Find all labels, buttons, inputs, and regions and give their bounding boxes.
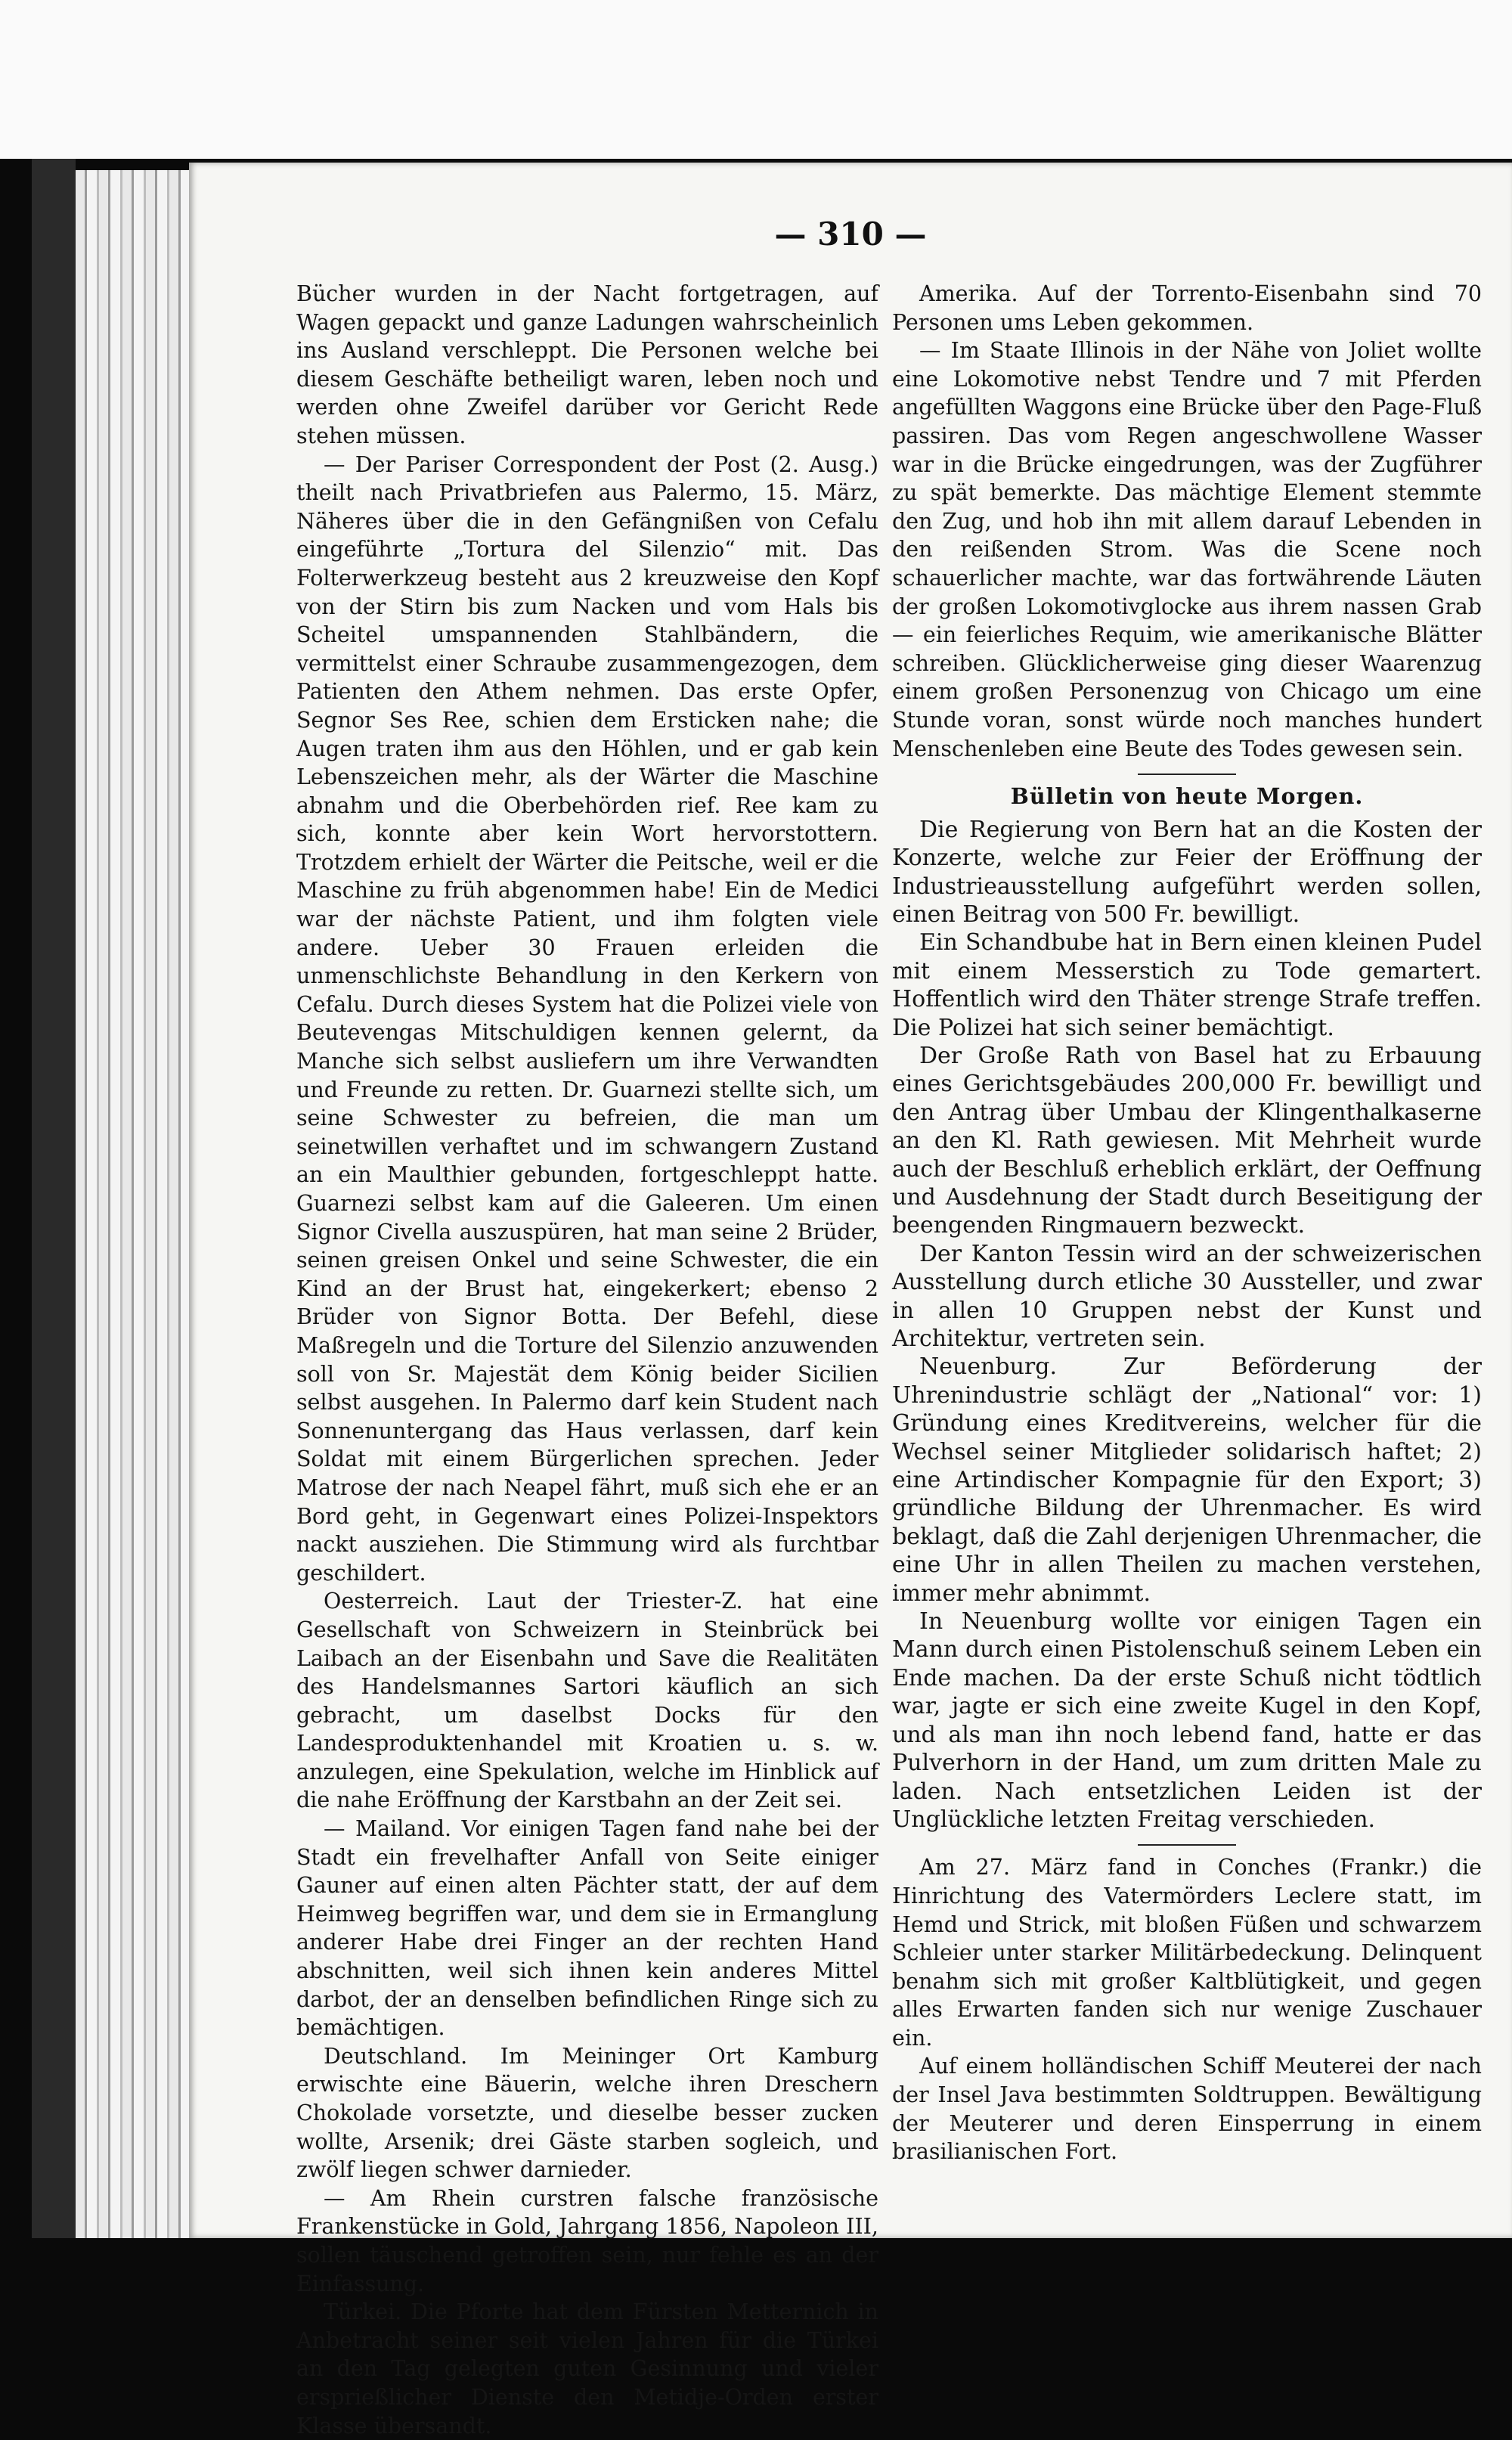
right-column [892,280,1482,2166]
scan-margin-top [0,0,1512,159]
bulletin-item: Der Kanton Tessin wird an der schweizerischen Ausstellung durch etliche 30 Aussteller, und zwar in allen 10 Gruppen nebst der Kunst und Architektur, vertreten sein. [892,1240,1482,1352]
section-separator [1138,774,1236,775]
article-amerika: Amerika. Auf der Torrento-Eisenbahn sind 70 Personen ums Leben gekommen. [892,281,1482,335]
article-paragraph: — Der Pariser Correspondent der Post (2. Ausg.) theilt nach Privatbriefen aus Palermo, 15. März, Näheres über die in den Gefängnißen von Cefalu eingeführte „Tortura del Silenzio“ mit. Das Folterwerkzeug besteht aus 2 kreuzweise den Kopf von der Stirn bis zum Nacken und vom Hals bis Scheitel umspannenden Stahlbändern, die vermittelst einer Schraube zusammengezogen, dem Patienten den Athem nehmen. Das erste Opfer, Segnor Ses Ree, schien dem Ersticken nahe; die Augen traten ihm aus den Höhlen, und er gab kein Lebenszeichen mehr, als der Wärter die Maschine abnahm und die Oberbehörden rief. Ree kam zu sich, konnte aber kein Wort hervorstottern. Trotzdem erhielt der Wärter die Peitsche, weil er die Maschine zu früh abgenommen habe! Ein de Medici war der nächste Patient, und ihm folgten viele andere. Ueber 30 Frauen erleiden die unmenschlichste Behandlung in den Kerkern von Cefalu. Durch dieses System hat die Polizei viele von Beutevengas Mitschuldigen kennen gelernt, da Manche sich selbst ausliefern um ihre Verwandten und Freunde zu retten. Dr. Guarnezi stellte sich, um seine Schwester zu befreien, die man um seinetwillen verhaftet und im schwangern Zustand an ein Maulthier gebunden, fortgeschleppt hatte. Guarnezi selbst kam auf die Galeeren. Um einen Signor Civella auszuspüren, hat man seine 2 Brüder, seinen greisen Onkel und seine Schwester, die ein Kind an der Brust hat, eingekerkert; ebenso 2 Brüder von Signor Botta. Der Befehl, diese Maßregeln und die Torture del Silenzio anzuwenden soll von Sr. Majestät dem König beider Sicilien selbst ausgehen. In Palermo darf kein Student nach Sonnenuntergang das Haus verlassen, darf kein Soldat mit einem Bürgerlichen sprechen. Jeder Matrose der nach Neapel fährt, muß sich ehe er an Bord geht, in Gegenwart eines Polizei-Inspektors nackt ausziehen. Die Stimmung wird als furchtbar geschildert. [296,451,878,1586]
bulletin-item: Ein Schandbube hat in Bern einen kleinen Pudel mit einem Messerstich zu Tode gemartert. Hoffentlich wird den Thäter strenge Strafe treffen. Die Polizei hat sich seiner bemächtigt. [892,929,1482,1041]
article-mailand: — Mailand. Vor einigen Tagen fand nahe bei der Stadt ein frevelhafter Anfall von Seite einiger Gauner auf einen alten Pächter statt, der auf dem Heimweg begriffen war, und dem sie in Ermanglung anderer Habe drei Finger an der rechten Hand abschnitten, weil sich ihnen kein anderes Mittel darbot, der an denselben befindlichen Ringe sich zu bemächtigen. [296,1816,878,2041]
left-column [296,280,878,2440]
bulletin-heading: Bülletin von heute Morgen. [1010,783,1364,810]
article-tuerkei: Türkei. Die Pforte hat dem Fürsten Metternich in Anbetracht seiner seit vielen Jahren für die Türkei an den Tag gelegten guten Gesinnung und vieler ersprießlicher Dienste den Metidje-Orden erster Klasse übersandt. [296,2299,878,2438]
page-number: — 310 — [774,215,927,253]
bulletin-item: Neuenburg. Zur Beförderung der Uhrenindustrie schlägt der „National“ vor: 1) Gründung eines Kreditvereins, welcher für die Wechsel seiner Mitglieder solidarisch haftet; 2) eine Artindischer Kompagnie für den Export; 3) gründliche Bildung der Uhrenmacher. Es wird beklagt, daß die Zahl derjenigen Uhrenmacher, die eine Uhr in allen Theilen zu machen verstehen, immer mehr abnimmt. [892,1353,1482,1607]
bulletin-item: Die Regierung von Bern hat an die Kosten der Konzerte, welche zur Feier der Eröffnung der Industrieausstellung aufgeführt werden sollen, einen Beitrag von 500 Fr. bewilligt. [892,816,1482,928]
page-stack-edges [76,170,189,2238]
article-java: Auf einem holländischen Schiff Meuterei der nach der Insel Java bestimmten Soldtruppen. Bewältigung der Meuterer und deren Einsperrung in einem brasilianischen Fort. [892,2054,1482,2165]
article-deutschland: Deutschland. Im Meininger Ort Kamburg erwischte eine Bäuerin, welche ihren Dreschern Chokolade vorsetzte, und dieselbe besser zucken wollte, Arsenik; drei Gäste starben sogleich, und zwölf liegen schwer darnieder. [296,2043,878,2183]
article-oesterreich: Oesterreich. Laut der Triester-Z. hat eine Gesellschaft von Schweizern in Steinbrück bei Laibach an der Eisenbahn und Save die Realitäten des Handelsmannes Sartori käuflich an sich gebracht, um daselbst Docks für den Landesproduktenhandel mit Kroatien u. s. w. anzulegen, eine Spekulation, welche im Hinblick auf die nahe Eröffnung der Karstbahn an der Zeit sei. [296,1589,878,1813]
bulletin-section [892,816,1482,1834]
section-separator [1138,1844,1236,1846]
film-edge [32,159,76,2238]
article-conches: Am 27. März fand in Conches (Frankr.) die Hinrichtung des Vatermörders Leclere statt, im Hemd und Strick, mit bloßen Füßen und schwarzem Schleier unter starker Militärbedeckung. Delinquent benahm sich mit großer Kaltblütigkeit, und gegen alles Erwarten fanden sich nur wenige Zuschauer ein. [892,1855,1482,2051]
article-rhein: — Am Rhein curstren falsche französische Frankenstücke in Gold, Jahrgang 1856, Napoleon III, sollen täuschend getroffen sein, nur fehle es an der Einfassung. [296,2185,878,2296]
newspaper-page [189,163,1512,2438]
film-border [0,159,32,2238]
article-illinois: — Im Staate Illinois in der Nähe von Joliet wollte eine Lokomotive nebst Tendre und 7 mit Pferden angefüllten Waggons eine Brücke über den Page-Fluß passiren. Das vom Regen angeschwollene Wasser war in die Brücke eingedrungen, was der Zugführer zu spät bemerkte. Das mächtige Element stemmte den Zug, und hob ihn mit allem darauf Lebenden in den reißenden Strom. Was die Scene noch schauerlicher machte, war das fortwährende Läuten der großen Lokomotivglocke aus ihrem nassen Grab — ein feierliches Requim, wie amerikanische Blätter schreiben. Glücklicherweise ging dieser Waarenzug einem großen Personenzug von Chicago um eine Stunde voran, sonst würde noch manches hundert Menschenleben eine Beute des Todes gewesen sein. [892,338,1482,761]
article-paragraph: Bücher wurden in der Nacht fortgetragen, auf Wagen gepackt und ganze Ladungen wahrscheinlich ins Ausland verschleppt. Die Personen welche bei diesem Geschäfte betheiligt waren, leben noch und werden ohne Zweifel darüber vor Gericht Rede stehen müssen. [296,281,878,448]
bulletin-item: Der Große Rath von Basel hat zu Erbauung eines Gerichtsgebäudes 200,000 Fr. bewilligt und den Antrag über Umbau der Klingenthalkaserne an den Kl. Rath gewiesen. Mit Mehrheit wurde auch der Beschluß erheblich erklärt, der Oeffnung und Ausdehnung der Stadt durch Beseitigung der beengenden Ringmauern bezweckt. [892,1042,1482,1239]
bulletin-item: In Neuenburg wollte vor einigen Tagen ein Mann durch einen Pistolenschuß seinem Leben ein Ende machen. Da der erste Schuß nicht tödtlich war, jagte er sich eine zweite Kugel in den Kopf, und als man ihn noch lebend fand, hatte er das Pulverhorn in der Hand, um zum dritten Male zu laden. Nach entsetzlichen Leiden ist der Unglückliche letzten Freitag verschieden. [892,1608,1482,1833]
